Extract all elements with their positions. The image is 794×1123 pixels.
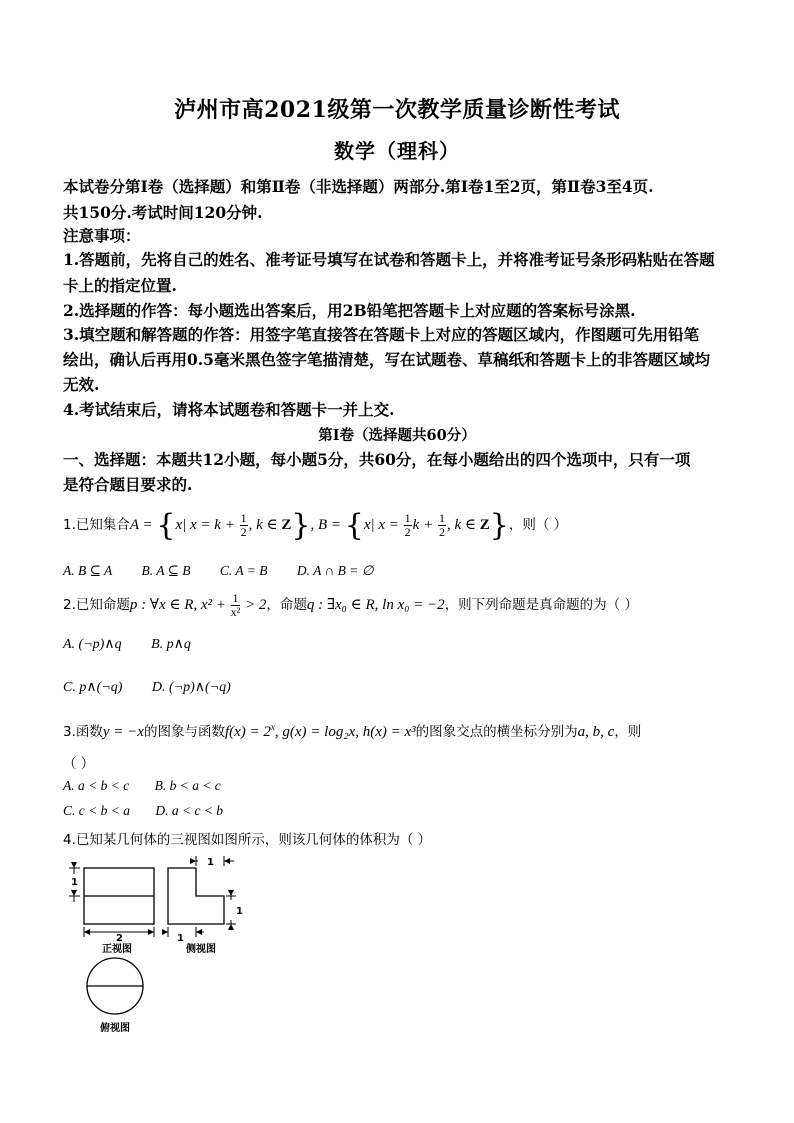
q3-option-a: A. a < b < c (63, 778, 130, 793)
q3-mid-1: 的图象与函数 (143, 724, 225, 740)
q1-options (63, 563, 374, 579)
dim-label-side-right: 1 (236, 906, 243, 917)
q3-suffix: 的图象交点的横坐标分别为 (415, 724, 578, 740)
q2-option-b: B. p∧q (151, 637, 191, 652)
q1-option-c: C. A = B (219, 563, 268, 578)
notice-3c: 无效. (63, 375, 100, 394)
q1-option-b: B. A ⊆ B (141, 563, 191, 578)
q3-option-c: C. c < b < a (63, 803, 130, 818)
q3-options-row-2 (63, 803, 223, 819)
q1-option-d: D. A ∩ B = ∅ (296, 563, 374, 578)
front-view-label: 正视图 (102, 944, 132, 955)
q2-prefix: 2.已知命题 (63, 596, 130, 613)
q2-options-row-1 (63, 636, 191, 653)
notice-3a: 3.填空题和解答题的作答：用签字笔直接答在答题卡上对应的答题区域内，作图题可先用铅笔 (63, 325, 700, 344)
question-1 (63, 508, 567, 543)
q2-options-row-2 (63, 679, 231, 696)
section-desc-2: 是符合题目要求的. (63, 475, 193, 494)
q2-option-c: C. p∧(¬q) (63, 680, 123, 695)
side-view (168, 868, 224, 924)
q1-option-a: A. B ⊆ A (63, 563, 113, 578)
section-desc-1: 一、选择题：本题共12小题，每小题5分，共60分，在每小题给出的四个选项中，只有一项 (63, 450, 691, 469)
question-4: 4.已知某几何体的三视图如图所示，则该几何体的体积为（ ） (63, 832, 432, 848)
q3-option-d: D. a < c < b (155, 803, 224, 818)
q2-option-a: A. (¬p)∧q (63, 637, 122, 652)
q3-funcs: $f(x) = 2^x$, g(x) = log₂x, h(x) = x³ (224, 722, 416, 740)
q1-prefix: 1.已知集合 (63, 516, 130, 533)
notice-3b: 绘出，确认后再用0.5毫米黑色签字笔描清楚，写在试题卷、草稿纸和答题卡上的非答题区域均 (63, 350, 710, 369)
q3-paren: （ ） (63, 756, 95, 772)
dim-label-side-bottom: 1 (177, 933, 184, 944)
notice-4: 4.考试结束后，请将本试题卷和答题卡一并上交. (63, 400, 395, 419)
section-heading: 第Ⅰ卷（选择题共60分） (318, 427, 476, 444)
q3-option-b: B. b < a < c (154, 778, 221, 793)
exam-subtitle: 数学（理科） (334, 139, 460, 163)
q2-option-d: D. (¬p)∧(¬q) (151, 680, 231, 695)
intro-line-1: 本试卷分第Ⅰ卷（选择题）和第Ⅱ卷（非选择题）两部分.第Ⅰ卷1至2页，第Ⅱ卷3至4页. (63, 177, 654, 196)
dim-label-front-height: 1 (71, 877, 78, 888)
dim-label-front-width: 2 (116, 933, 123, 944)
notice-heading: 注意事项： (63, 226, 141, 245)
notice-1b: 卡上的指定位置. (63, 276, 177, 295)
q3-vars: a, b, c (577, 724, 615, 740)
side-view-label: 侧视图 (186, 944, 216, 955)
q3-prefix: 3.函数 (63, 724, 103, 740)
q3-end: ，则 (614, 724, 642, 740)
dim-label-side-top: 1 (207, 857, 214, 868)
exam-title: 泸州市高2021级第一次教学质量诊断性考试 (174, 97, 620, 123)
q3-func-y: y = −x (102, 724, 144, 740)
question-2 (63, 592, 638, 619)
q2-mid: ，命题 (266, 596, 307, 613)
question-3 (63, 720, 641, 741)
top-view-label: 俯视图 (100, 1023, 130, 1034)
notice-1a: 1.答题前，先将自己的姓名、准考证号填写在试卷和答题卡上，并将准考证号条形码粘贴在答题 (63, 250, 715, 269)
q2-proposition-p: p : ∀x ∈ R, x² + $\frac{1}{\text{x²}}$ > 2 (129, 591, 267, 619)
q3-options-row-1 (63, 778, 221, 794)
q1-set-formula: A = {x| x = k + $\frac{1}{2}$ , k ∈ Z}, B = {x| x = $\frac{1}{2}$ k + $\frac{1}{2}$ , k ∈ Z} (129, 508, 509, 543)
q2-suffix: ，则下列命题是真命题的为（ ） (444, 596, 638, 613)
q2-proposition-q: q : ∃x₀ ∈ R, ln x₀ = −2 (306, 596, 445, 613)
notice-2: 2.选择题的作答：每小题选出答案后，用2B铅笔把答题卡上对应题的答案标号涂黑. (63, 301, 636, 320)
three-view-figure (66, 852, 256, 1037)
intro-line-2: 共150分.考试时间120分钟. (63, 203, 263, 222)
q1-suffix: ，则（ ） (508, 516, 568, 533)
